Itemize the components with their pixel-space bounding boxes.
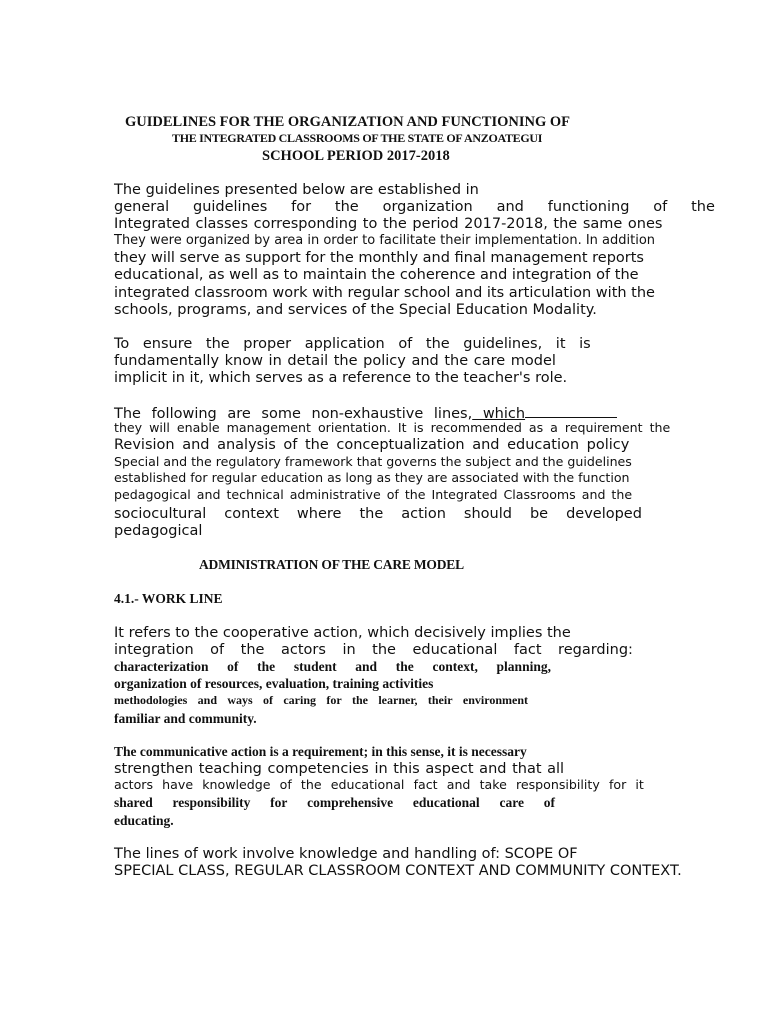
para2-line-1: To ensure the proper application of the guidelines, it is (114, 336, 591, 352)
word: it (635, 777, 644, 792)
para3-line-3: Revision and analysis of the conceptualization and education policy (114, 437, 630, 453)
word: context, (432, 659, 478, 674)
para3-line-1-text: The following are some non-exhaustive lines, (114, 406, 473, 422)
word: shared (114, 795, 153, 810)
word: of (227, 659, 239, 674)
word: the (352, 693, 369, 707)
para4-line-6: familiar and community. (114, 711, 257, 726)
para3-line-5: established for regular education as long as they are associated with the function (114, 470, 630, 485)
para1-line-8: schools, programs, and services of the Special Education Modality. (114, 302, 597, 318)
word: of (210, 642, 225, 658)
para5-line-4 (114, 796, 555, 810)
word: planning, (496, 659, 551, 674)
word: the (240, 642, 265, 658)
word: and (496, 199, 524, 215)
word: context (224, 506, 279, 522)
word: educational (412, 642, 498, 658)
word: of (543, 795, 555, 810)
para1-line-3: Integrated classes corresponding to the period 2017-2018, the same ones (114, 216, 663, 232)
para1-line-4: They were organized by area in order to facilitate their implementation. In addition (114, 233, 656, 248)
word: caring (283, 693, 317, 707)
para1-line-1: The guidelines presented below are established in (114, 182, 479, 198)
word: methodologies (114, 693, 188, 707)
para3-line-6: pedagogical and technical administrative of the Integrated Classrooms and the (114, 487, 633, 502)
word: and (197, 693, 218, 707)
word: educational (412, 795, 480, 810)
para3-line-4: Special and the regulatory framework that governs the subject and the guidelines (114, 454, 632, 469)
word: guidelines (192, 199, 268, 215)
word: be (529, 506, 549, 522)
document-title-line-1: GUIDELINES FOR THE ORGANIZATION AND FUNCTIONING OF (125, 114, 570, 130)
word: actors (280, 642, 326, 658)
word: of (263, 693, 274, 707)
para3-line-2: they will enable management orientation. It is recommended as a requirement the (114, 420, 671, 435)
para6-line-1: The lines of work involve knowledge and handling of: SCOPE OF (114, 846, 578, 862)
para3-line-1-underlined: which (472, 406, 526, 422)
word: for (291, 199, 312, 215)
para2-line-2: fundamentally know in detail the policy and the care model (114, 353, 556, 369)
word: environment (462, 693, 528, 707)
word: the (334, 199, 359, 215)
para3-line-7 (114, 507, 642, 522)
para5-line-2: strengthen teaching competencies in this aspect and that all (114, 761, 565, 777)
para1-line-5: they will serve as support for the monthly and final management reports (114, 250, 644, 266)
word: general (114, 199, 170, 215)
word: take (479, 777, 507, 792)
word: and (446, 777, 471, 792)
word: educational (330, 777, 405, 792)
word: fact (413, 777, 438, 792)
word: the (257, 659, 276, 674)
word: comprehensive (307, 795, 394, 810)
word: of (653, 199, 668, 215)
word: functioning (547, 199, 630, 215)
para1-line-7: integrated classroom work with regular school and its articulation with the (114, 285, 655, 301)
para1-line-6: educational, as well as to maintain the coherence and integration of the (114, 267, 639, 283)
word: and (355, 659, 378, 674)
para5-line-1: The communicative action is a requirement; in this sense, it is necessary (114, 744, 527, 759)
section-heading: ADMINISTRATION OF THE CARE MODEL (199, 557, 464, 572)
word: where (296, 506, 342, 522)
word: should (463, 506, 512, 522)
word: the (691, 199, 715, 215)
word: developed (566, 506, 642, 522)
word: regarding: (558, 642, 633, 658)
para5-line-3 (114, 779, 644, 792)
word: organization (382, 199, 473, 215)
word: learner, (378, 693, 418, 707)
document-title-line-3: SCHOOL PERIOD 2017-2018 (262, 148, 450, 164)
para1-line-2 (114, 200, 715, 215)
word: of (279, 777, 292, 792)
word: for (326, 693, 342, 707)
blank-underline (525, 405, 617, 418)
subsection-heading: 4.1.- WORK LINE (114, 591, 223, 606)
word: knowledge (202, 777, 271, 792)
word: for (270, 795, 288, 810)
para4-line-3 (114, 660, 551, 674)
word: student (293, 659, 337, 674)
para4-line-2 (114, 643, 633, 658)
word: actors (114, 777, 154, 792)
para4-line-5 (114, 694, 528, 706)
word: ways (227, 693, 253, 707)
word: action (401, 506, 446, 522)
word: the (395, 659, 414, 674)
word: the (300, 777, 322, 792)
word: responsibility (172, 795, 251, 810)
word: characterization (114, 659, 209, 674)
word: sociocultural (114, 506, 207, 522)
document-title-line-2: THE INTEGRATED CLASSROOMS OF THE STATE OF ANZOATEGUI (172, 131, 543, 145)
word: integration (114, 642, 194, 658)
word: responsibility (515, 777, 600, 792)
para3-line-8: pedagogical (114, 523, 203, 539)
para2-line-3: implicit in it, which serves as a reference to the teacher's role. (114, 370, 568, 386)
word: for (608, 777, 627, 792)
para4-line-4: organization of resources, evaluation, training activities (114, 676, 434, 691)
word: care (499, 795, 524, 810)
para5-line-5: educating. (114, 813, 174, 828)
word: fact (513, 642, 542, 658)
para4-line-1: It refers to the cooperative action, which decisively implies the (114, 625, 571, 641)
word: in (342, 642, 356, 658)
word: the (372, 642, 396, 658)
word: the (359, 506, 384, 522)
para6-line-2: SPECIAL CLASS, REGULAR CLASSROOM CONTEXT AND COMMUNITY CONTEXT. (114, 863, 682, 879)
word: their (427, 693, 453, 707)
word: have (162, 777, 194, 792)
